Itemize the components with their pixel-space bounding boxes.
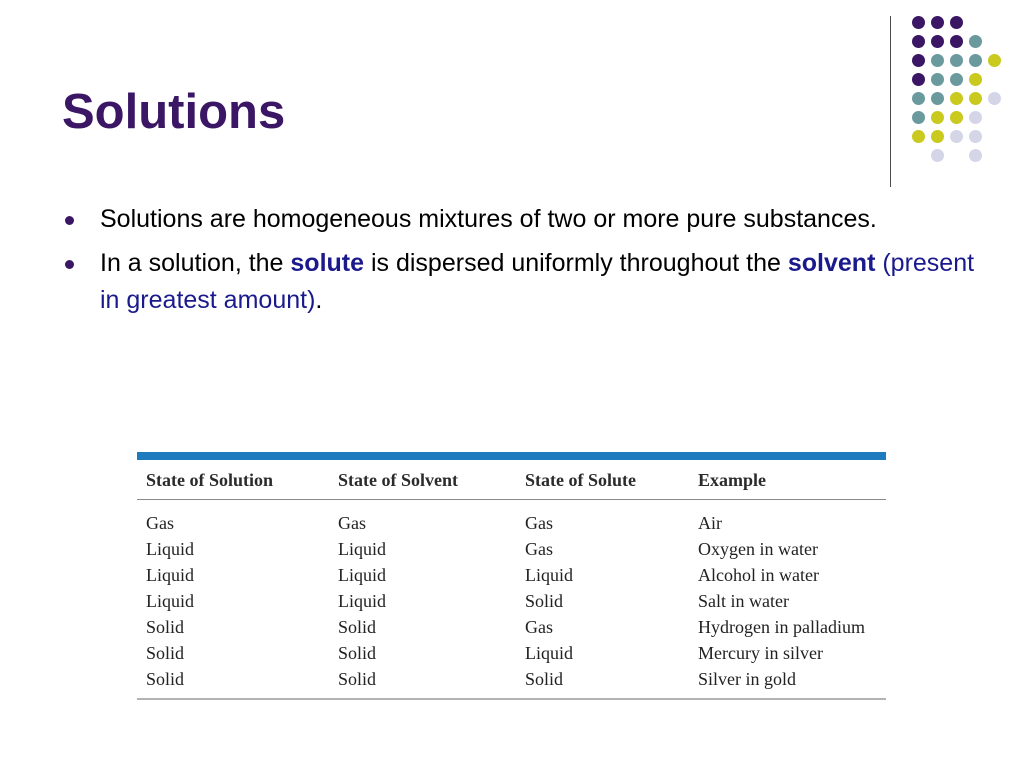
table-cell: Gas (525, 539, 553, 559)
table-cell: Solid (146, 617, 185, 637)
table-cell: Gas (525, 513, 553, 533)
solvent-note: (present in greatest amount) (100, 249, 975, 314)
decor-dot (950, 16, 963, 29)
keyword-solvent: solvent (787, 249, 876, 277)
table-cell: Silver in gold (698, 669, 796, 689)
bullet-item (62, 245, 982, 319)
table-cell: Liquid (338, 565, 386, 585)
decor-dot (950, 35, 963, 48)
decor-dot (931, 92, 944, 105)
table-row (137, 666, 886, 692)
bullet-dot-icon (65, 216, 74, 225)
bullet-text-part: In a solution, the (100, 249, 291, 277)
table-bottom-rule (137, 698, 886, 700)
table-cell: Solid (146, 669, 185, 689)
table-row (137, 536, 886, 562)
table-cell: Liquid (525, 565, 573, 585)
decor-dot (912, 130, 925, 143)
table-header-row (137, 460, 886, 500)
bullet-dot-icon (65, 260, 74, 269)
table-cell: Hydrogen in palladium (698, 617, 865, 637)
bullet-text: Solutions are homogeneous mixtures of two or more pure substances. (100, 205, 877, 233)
decor-dot (969, 73, 982, 86)
slide-title: Solutions (62, 85, 286, 139)
decor-dot (912, 111, 925, 124)
table-cell: Salt in water (698, 591, 789, 611)
table-row (137, 614, 886, 640)
table-cell: Gas (525, 617, 553, 637)
decor-dot (912, 16, 925, 29)
table-cell: Liquid (146, 565, 194, 585)
table-cell: Solid (338, 617, 377, 637)
bullet-text-part: is dispersed uniformly throughout the (364, 249, 788, 277)
keyword-solute: solute (290, 249, 365, 277)
column-header-state-of-solute: State of Solute (516, 460, 689, 500)
table-cell: Gas (338, 513, 366, 533)
bullet-text-part: . (315, 286, 323, 314)
solutions-table-figure (137, 452, 886, 700)
decor-dot (969, 149, 982, 162)
table-cell: Solid (338, 669, 377, 689)
decor-dot (988, 54, 1001, 67)
decor-dot (912, 35, 925, 48)
column-header-example: Example (689, 460, 886, 500)
table-cell: Liquid (146, 591, 194, 611)
table-cell: Solid (146, 643, 185, 663)
decor-dot (969, 130, 982, 143)
vertical-divider (890, 16, 891, 187)
table-cell: Mercury in silver (698, 643, 823, 663)
table-cell: Solid (525, 669, 564, 689)
decor-dot (950, 92, 963, 105)
decor-dot (969, 35, 982, 48)
table-cell: Liquid (338, 539, 386, 559)
bullet-item (62, 201, 982, 238)
decor-dot (931, 111, 944, 124)
decor-dot (950, 111, 963, 124)
table-cell: Liquid (146, 539, 194, 559)
table-row (137, 562, 886, 588)
table-row (137, 640, 886, 666)
solutions-table (137, 460, 886, 692)
decor-dot (931, 73, 944, 86)
decor-dot (950, 73, 963, 86)
table-cell: Liquid (338, 591, 386, 611)
table-row (137, 588, 886, 614)
table-cell: Solid (525, 591, 564, 611)
column-header-state-of-solvent: State of Solvent (329, 460, 516, 500)
decor-dot (931, 130, 944, 143)
bullet-list (62, 201, 982, 326)
decor-dot (931, 149, 944, 162)
decor-dot (931, 35, 944, 48)
table-cell: Alcohol in water (698, 565, 819, 585)
table-cell: Air (698, 513, 722, 533)
decor-dot (969, 92, 982, 105)
decor-dot (931, 54, 944, 67)
table-cell: Gas (146, 513, 174, 533)
decor-dot (931, 16, 944, 29)
decor-dot (950, 130, 963, 143)
decor-dot (969, 54, 982, 67)
table-cell: Liquid (525, 643, 573, 663)
table-cell: Solid (338, 643, 377, 663)
table-row (137, 500, 886, 537)
decor-dot (912, 92, 925, 105)
decor-dot (912, 54, 925, 67)
table-top-rule (137, 452, 886, 460)
decor-dot (950, 54, 963, 67)
table-cell: Oxygen in water (698, 539, 818, 559)
decor-dot (912, 73, 925, 86)
decor-dot (969, 111, 982, 124)
decor-dot (988, 92, 1001, 105)
column-header-state-of-solution: State of Solution (137, 460, 329, 500)
